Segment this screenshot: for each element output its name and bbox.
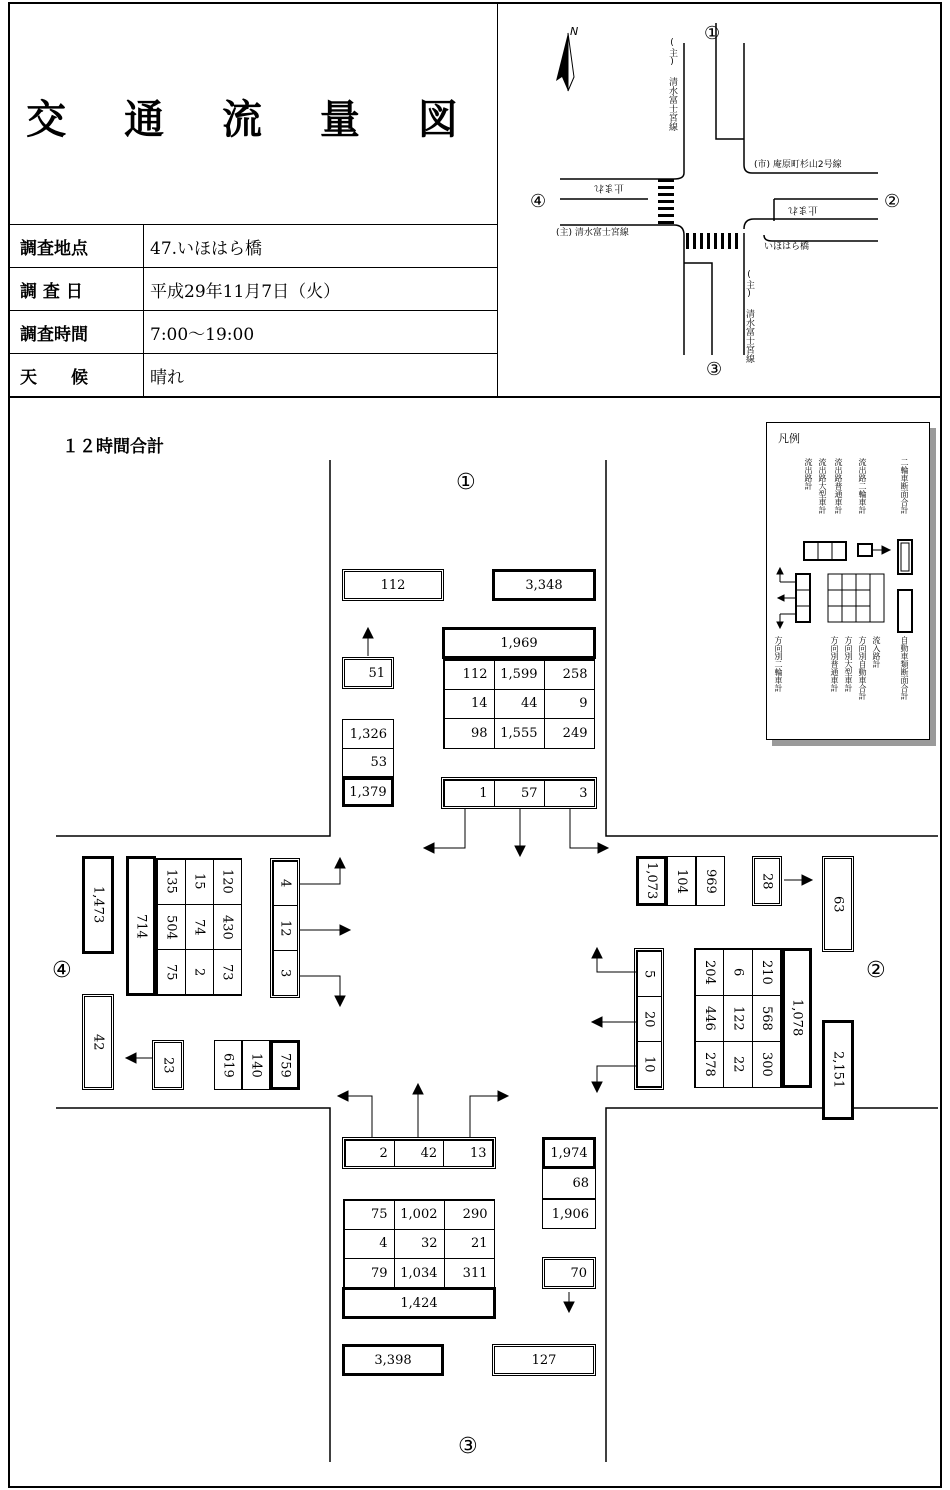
- weather-label: 天 候: [8, 354, 144, 397]
- north-dir-total-right: 258: [544, 660, 595, 690]
- east-moto-dir-grid: [634, 948, 664, 1090]
- south-auto-cross: 3,398: [342, 1344, 444, 1376]
- west-moto-dir-grid: [270, 858, 300, 998]
- south-dir-normal-straight: 1,034: [394, 1258, 445, 1288]
- south-dir-large-right: 21: [444, 1229, 495, 1259]
- west-r0-normal: 135: [157, 859, 186, 905]
- north-moto-straight: 57: [494, 780, 545, 807]
- east-auto-cross: 2,151: [822, 1020, 854, 1120]
- south-out-large: 68: [542, 1169, 596, 1199]
- east-moto-straight: 20: [637, 996, 662, 1042]
- legend-top-3: 流出路二輪車計: [858, 458, 867, 514]
- east-r0-large: 6: [723, 949, 753, 996]
- west-r0-large: 15: [185, 859, 214, 905]
- north-dir-normal-straight: 1,555: [494, 718, 545, 748]
- south-dir-normal-right: 311: [444, 1258, 495, 1288]
- leg-label-east: ②: [866, 958, 886, 983]
- legend-bottom-3: 方向別自動車合計: [858, 636, 867, 700]
- east-r1-total: 568: [752, 995, 782, 1042]
- south-moto-dir-grid: [342, 1137, 496, 1169]
- east-inflow-total: 1,078: [782, 948, 812, 1088]
- road-south-label: (主) 清水富士宮線: [744, 270, 754, 363]
- north-dir-total-straight: 1,599: [494, 660, 545, 690]
- road-west-label: (主) 清水富士宮線: [556, 228, 629, 238]
- west-r2-normal: 75: [157, 949, 186, 995]
- west-moto-out: 23: [152, 1040, 184, 1090]
- east-r0-total: 210: [752, 949, 782, 996]
- north-moto-dir-grid: [441, 777, 597, 809]
- south-out-total: 1,974: [542, 1137, 596, 1169]
- map-leg-3: ③: [706, 359, 723, 380]
- north-moto-left: 1: [444, 780, 495, 807]
- west-auto-cross: 1,473: [82, 856, 114, 954]
- east-r1-normal: 446: [695, 995, 725, 1042]
- north-dir-large-right: 9: [544, 689, 595, 719]
- road-east-lower-label: いほはら橋: [764, 242, 810, 252]
- south-dir-normal-left: 79: [344, 1258, 395, 1288]
- south-direction-grid: [343, 1199, 495, 1289]
- north-out-large: 53: [342, 749, 394, 777]
- legend-bottom-1: 方向別普通車計: [830, 636, 839, 692]
- road-east-upper-label: (市) 庵原町杉山2号線: [754, 160, 842, 170]
- west-inflow-total: 714: [126, 856, 156, 996]
- west-r2-large: 2: [185, 949, 214, 995]
- south-moto-straight: 42: [394, 1140, 444, 1167]
- west-motorcycle-cross: 42: [82, 994, 114, 1090]
- east-moto-left: 5: [637, 951, 662, 997]
- leg-label-north: ①: [456, 470, 476, 495]
- west-moto-straight: 12: [273, 905, 298, 951]
- north-moto-right: 3: [544, 780, 595, 807]
- north-moto-out: 51: [342, 657, 394, 689]
- south-dir-total-left: 75: [344, 1200, 395, 1230]
- east-r1-large: 122: [723, 995, 753, 1042]
- date-value: 平成29年11月7日（火）: [150, 282, 341, 302]
- north-dir-total-left: 112: [444, 660, 495, 690]
- north-label: N: [570, 25, 579, 38]
- east-direction-grid: [694, 948, 782, 1088]
- legend-top-2: 流出路普通車計: [834, 458, 843, 514]
- date-label: 調 査 日: [8, 268, 144, 311]
- legend-title: 凡例: [778, 432, 800, 445]
- south-moto-out: 70: [542, 1257, 596, 1289]
- north-motorcycle-cross: 112: [342, 569, 444, 601]
- west-r1-normal: 504: [157, 904, 186, 950]
- east-out-total: 1,073: [636, 856, 667, 906]
- south-dir-total-right: 290: [444, 1200, 495, 1230]
- north-dir-large-straight: 44: [494, 689, 545, 719]
- west-r2-total: 73: [213, 949, 242, 995]
- legend-top-0: 流出路計: [804, 458, 813, 490]
- west-moto-right: 3: [273, 950, 298, 996]
- legend-bottom-0: 方向別二輪車計: [774, 636, 783, 692]
- north-dir-large-left: 14: [444, 689, 495, 719]
- west-direction-grid: [156, 858, 242, 996]
- section-title: １２時間合計: [62, 437, 164, 457]
- west-r0-total: 120: [213, 859, 242, 905]
- north-dir-normal-right: 249: [544, 718, 595, 748]
- location-value: 47.いほはら橋: [150, 239, 263, 259]
- map-leg-1: ①: [704, 23, 721, 44]
- north-direction-grid: [443, 659, 595, 749]
- east-motorcycle-cross: 63: [822, 856, 854, 952]
- time-label: 調査時間: [8, 311, 144, 354]
- south-moto-right: 13: [443, 1140, 493, 1167]
- west-out-normal: 619: [214, 1040, 242, 1090]
- legend-top-1: 流出路大型車計: [818, 458, 827, 514]
- south-dir-large-straight: 32: [394, 1229, 445, 1259]
- north-inflow-total: 1,969: [442, 627, 596, 659]
- leg-label-south: ③: [458, 1434, 478, 1459]
- east-r0-normal: 204: [695, 949, 725, 996]
- stop-east-label: 止まれ: [788, 204, 818, 215]
- west-r1-large: 74: [185, 904, 214, 950]
- location-label: 調査地点: [8, 225, 144, 268]
- east-r2-large: 22: [723, 1041, 753, 1088]
- west-moto-left: 4: [273, 861, 298, 907]
- west-out-total: 759: [270, 1040, 300, 1090]
- stop-west-label: 止まれ: [594, 182, 624, 193]
- east-out-normal: 969: [696, 856, 725, 906]
- legend-bottom-2: 方向別大型車計: [844, 636, 853, 692]
- south-motorcycle-cross: 127: [492, 1344, 596, 1376]
- north-out-total: 1,379: [342, 777, 394, 807]
- weather-value: 晴れ: [150, 368, 184, 388]
- south-out-normal: 1,906: [542, 1199, 596, 1229]
- map-leg-4: ④: [530, 191, 547, 212]
- legend-bottom-5: 自動車類断面合計: [900, 636, 909, 700]
- road-north-label: (主) 清水富士宮線: [667, 38, 677, 131]
- south-dir-total-straight: 1,002: [394, 1200, 445, 1230]
- east-moto-right: 10: [637, 1041, 662, 1087]
- north-out-normal: 1,326: [342, 719, 394, 749]
- east-r2-normal: 278: [695, 1041, 725, 1088]
- east-moto-out: 28: [752, 856, 782, 906]
- legend-bottom-4: 流入路計: [872, 636, 881, 668]
- map-leg-2: ②: [884, 191, 901, 212]
- leg-label-west: ④: [52, 958, 72, 983]
- south-inflow-total: 1,424: [342, 1287, 496, 1319]
- west-out-large: 140: [242, 1040, 270, 1090]
- legend-top-4: 二輪車断面合計: [900, 458, 909, 514]
- page-title: 交 通 流 量 図: [26, 97, 480, 143]
- north-auto-cross: 3,348: [492, 569, 596, 601]
- time-value: 7:00〜19:00: [150, 325, 255, 345]
- east-r2-total: 300: [752, 1041, 782, 1088]
- west-r1-total: 430: [213, 904, 242, 950]
- north-dir-normal-left: 98: [444, 718, 495, 748]
- south-dir-large-left: 4: [344, 1229, 395, 1259]
- south-moto-left: 2: [345, 1140, 395, 1167]
- east-out-large: 104: [667, 856, 696, 906]
